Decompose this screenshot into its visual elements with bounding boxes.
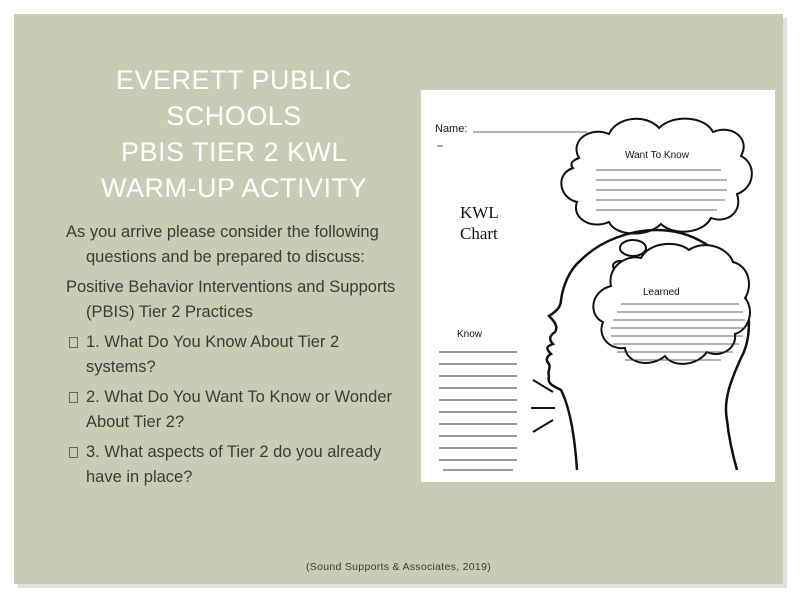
subtitle-text: Positive Behavior Interventions and Supports (PBIS) Tier 2 Practices bbox=[66, 278, 396, 321]
citation: (Sound Supports & Associates, 2019) bbox=[305, 561, 492, 573]
slide-title bbox=[74, 62, 394, 206]
bullet-box-icon bbox=[69, 337, 78, 348]
title-line-1: EVERETT PUBLIC bbox=[115, 65, 353, 95]
slide-shadow-bottom bbox=[18, 584, 787, 588]
slide-shadow-right bbox=[783, 18, 787, 588]
want-to-know-label: Want To Know bbox=[625, 150, 689, 161]
title-line-2: SCHOOLS bbox=[166, 101, 302, 131]
question-item bbox=[66, 440, 396, 489]
title-line-3: PBIS TIER 2 KWL bbox=[120, 137, 348, 167]
question-text: 1. What Do You Know About Tier 2 systems? bbox=[86, 333, 340, 376]
know-lines bbox=[439, 352, 517, 470]
learned-label: Learned bbox=[643, 287, 680, 298]
intro-text: As you arrive please consider the following questions and be prepared to discuss: bbox=[66, 223, 379, 266]
bullet-box-icon bbox=[69, 447, 78, 458]
kwl-title-line1: KWL bbox=[460, 203, 499, 222]
kwl-chart-drawing bbox=[421, 90, 775, 482]
bullet-box-icon bbox=[69, 392, 78, 403]
question-text: 3. What aspects of Tier 2 do you already have in place? bbox=[86, 443, 382, 486]
question-item bbox=[66, 385, 396, 434]
speech-lines-icon bbox=[531, 380, 555, 432]
question-text: 2. What Do You Want To Know or Wonder About Tier 2? bbox=[86, 388, 393, 431]
title-line-4: WARM-UP ACTIVITY bbox=[100, 173, 368, 203]
slide-body bbox=[66, 220, 396, 495]
kwl-title-line2: Chart bbox=[460, 224, 498, 243]
know-label: Know bbox=[457, 329, 483, 340]
name-label: Name: bbox=[435, 123, 468, 135]
kwl-chart-image bbox=[421, 90, 775, 482]
question-item bbox=[66, 330, 396, 379]
